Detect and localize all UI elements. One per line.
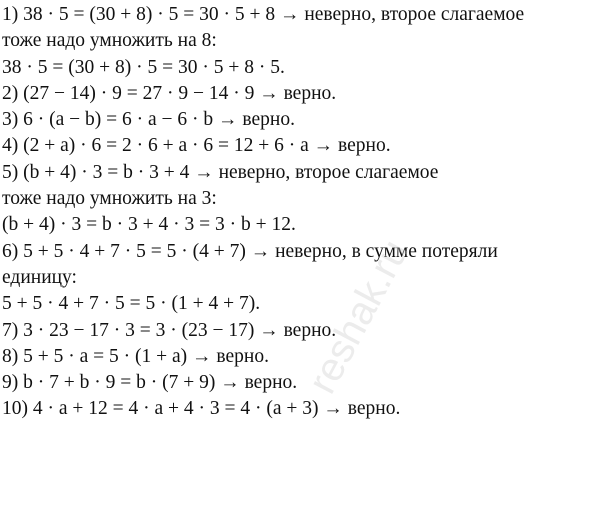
text-line-14: 8) 5 + 5 · a = 5 · (1 + a) → верно. — [2, 345, 269, 367]
text-line-12: 5 + 5 · 4 + 7 · 5 = 5 · (1 + 4 + 7). — [2, 293, 261, 315]
text-line-1: 1) 38 · 5 = (30 + 8) · 5 = 30 · 5 + 8 → неверно, второе слагаемое — [2, 4, 525, 25]
text-line-8: тоже надо умножить на 3: — [2, 188, 217, 210]
solution-text — [2, 2, 600, 423]
text-line-3: 38 · 5 = (30 + 8) · 5 = 30 · 5 + 8 · 5. — [2, 56, 285, 78]
text-line-6: 4) (2 + a) · 6 = 2 · 6 + a · 6 = 12 + 6 · a → верно. — [2, 135, 391, 157]
text-line-2: тоже надо умножить на 8: — [2, 30, 217, 52]
text-line-9: (b + 4) · 3 = b · 3 + 4 · 3 = 3 · b + 12. — [2, 214, 296, 236]
text-line-15: 9) b · 7 + b · 9 = b · (7 + 9) → верно. — [2, 372, 298, 394]
text-line-10: 6) 5 + 5 · 4 + 7 · 5 = 5 · (4 + 7) → неверно, в сумме потеряли — [2, 240, 498, 262]
text-line-16: 10) 4 · a + 12 = 4 · a + 4 · 3 = 4 · (a + 3) → верно. — [2, 398, 401, 420]
text-line-7: 5) (b + 4) · 3 = b · 3 + 4 → неверно, второе слагаемое — [2, 161, 439, 183]
text-line-4: 2) (27 − 14) · 9 = 27 · 9 − 14 · 9 → верно. — [2, 82, 337, 104]
watermark: reshak.ru — [300, 232, 418, 401]
text-line-13: 7) 3 · 23 − 17 · 3 = 3 · (23 − 17) → верно. — [2, 319, 337, 341]
text-line-11: единицу: — [2, 266, 77, 288]
text-line-5: 3) 6 · (a − b) = 6 · a − 6 · b → верно. — [2, 109, 295, 131]
